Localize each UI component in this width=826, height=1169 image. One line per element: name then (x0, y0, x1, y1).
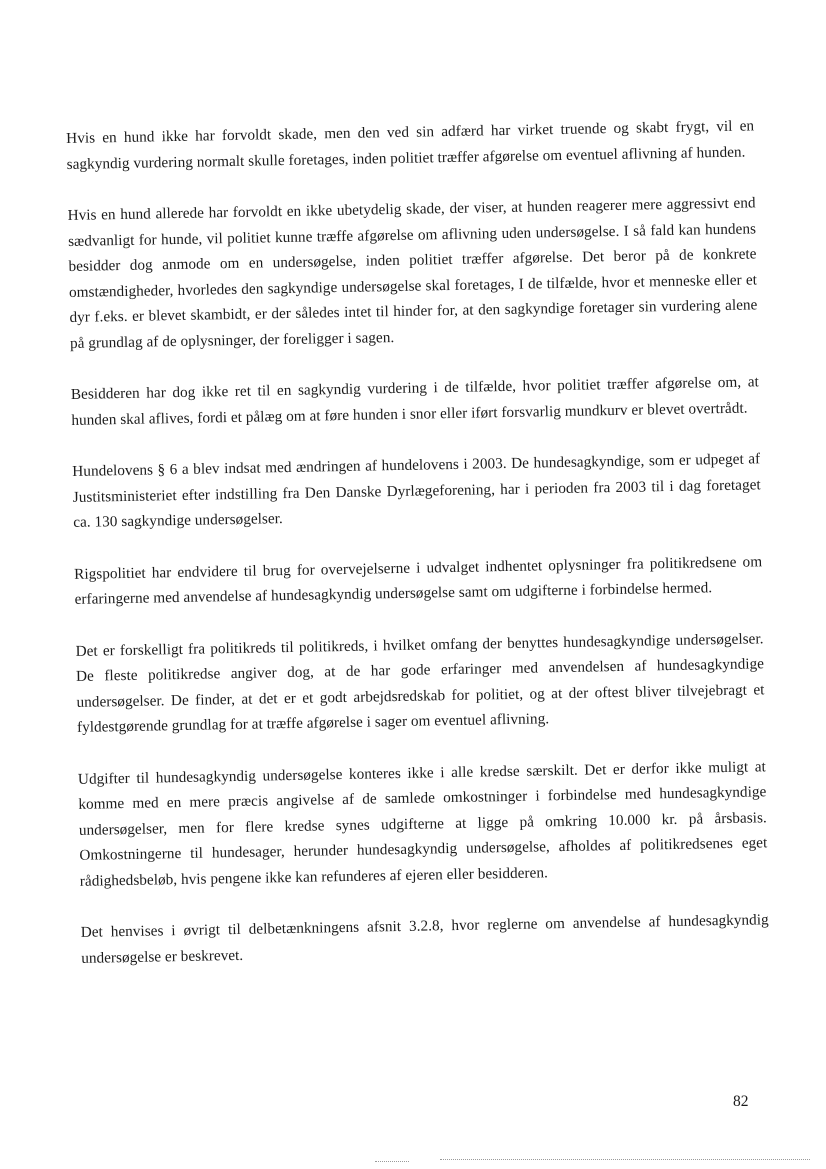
paragraph-8: Det henvises i øvrigt til delbetænkningens afsnit 3.2.8, hvor reglerne om anvendelse af hundesagkyndig undersøgelse er beskrevet. (80, 911, 769, 967)
body-text (66, 113, 770, 996)
paragraph-2: Hvis en hund allerede har forvoldt en ikke ubetydelig skade, der viser, at hunden reagerer mere aggressivt end sædvanligt for hunde, vil politiet kunne træffe afgørelse om aflivning uden undersøgelse. I så fald kan hundens besidder dog anmode om en undersøgelse, inden politiet træffer afgørelse. Det beror på de konkrete omstændigheder, hvorledes den sagkyndige undersøgelse skal foretages, I de tilfælde, hvor et menneske eller et dyr f.eks. er blevet skambidt, er der således intet til hinder for, at den sagkyndige foretager sin vurdering alene på grundlag af de oplysninger, der foreligger i sagen. (67, 194, 758, 352)
paragraph-4: Hundelovens § 6 a blev indsat med ændringen af hundelovens i 2003. De hundesagkyndige, som er udpeget af Justitsministeriet efter indstilling fra Den Danske Dyrlægeforening, har i perioden fra 2003 til i dag foretaget ca. 130 sagkyndige undersøgelser. (72, 450, 761, 531)
paragraph-6: Det er forskelligt fra politikreds til politikreds, i hvilket omfang der benyttes hundesagkyndige undersøgelser. De fleste politikredse angiver dog, at de har gode erfaringer med anvendelsen af hundesagkyndige undersøgelser. De finder, at det er et godt arbejdsredskab for politiet, og at der oftest bliver tilvejebragt et fyldestgørende grundlag for at træffe afgørelse i sager om eventuel aflivning. (75, 629, 765, 736)
paragraph-3: Besidderen har dog ikke ret til en sagkyndig vurdering i de tilfælde, hvor politiet træffer afgørelse om, at hunden skal aflives, fordi et pålæg om at føre hunden i snor eller iført forsvarlig mundkurv er blevet overtrådt. (70, 373, 759, 429)
paragraph-1: Hvis en hund ikke har forvoldt skade, men den ved sin adfærd har virket truende og skabt frygt, vil en sagkyndig vurdering normalt skulle foretages, inden politiet træffer afgørelse om eventuel aflivning af hunden. (66, 117, 755, 173)
scan-edge-mark (375, 1161, 409, 1163)
scan-edge-mark (440, 1159, 810, 1161)
paragraph-7: Udgifter til hundesagkyndig undersøgelse konteres ikke i alle kredse særskilt. Det er derfor ikke muligt at komme med en mere præcis angivelse af de samlede omkostninger i forbindelse med hundesagkyndige undersøgelser, men for flere kredse synes udgifterne at ligge på omkring 10.000 kr. på årsbasis. Omkostningerne til hundesager, herunder hundesagkyndig undersøgelse, afholdes af politikredsenes eget rådighedsbeløb, hvis pengene ikke kan refunderes af ejeren eller besidderen. (77, 757, 768, 890)
paragraph-5: Rigspolitiet har endvidere til brug for overvejelserne i udvalget indhentet oplysninger fra politikredsene om erfaringerne med anvendelse af hundesagkyndig undersøgelse samt om udgifterne i forbindelse hermed. (74, 552, 763, 608)
page-number: 82 (733, 1093, 749, 1110)
